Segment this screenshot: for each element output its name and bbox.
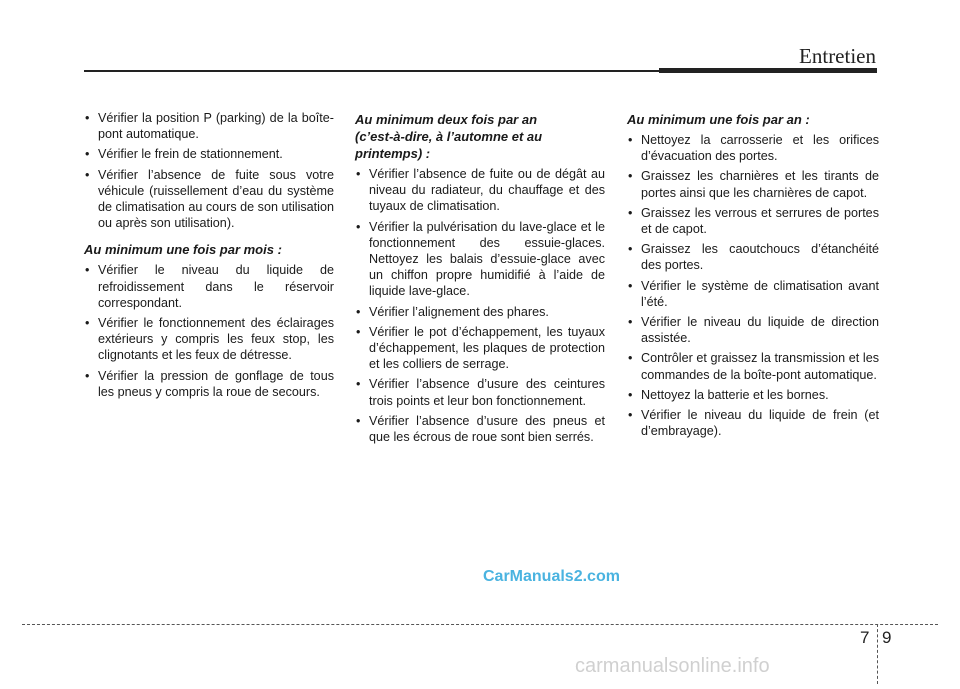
bullet-icon: • — [628, 242, 633, 257]
page-number-page: 9 — [882, 628, 892, 647]
list-item: • Vérifier le frein de stationnement. — [85, 147, 283, 162]
list-item: • Vérifier la pression de gonflage de tous les pneus y compris la roue de secours. — [85, 368, 334, 399]
bullet-icon: • — [85, 368, 90, 383]
page-number-chapter: 7 — [860, 628, 870, 647]
bullet-icon: • — [85, 111, 90, 125]
list-item: • Vérifier le pot d’échappement, les tuyaux d’échappement, les plaques de protection et les colliers de serrage. — [356, 324, 605, 372]
checklist-biannual — [355, 166, 605, 445]
list-item: • Vérifier le système de climatisation avant l’été. — [628, 278, 879, 309]
list-item: • Nettoyez la batterie et les bornes. — [628, 387, 829, 402]
bullet-icon: • — [628, 169, 633, 184]
bullet-icon: • — [356, 304, 361, 319]
checklist-annual — [627, 132, 879, 439]
watermark-logo: CarManuals2.com — [483, 568, 620, 585]
section-heading-monthly: Au minimum une fois par mois : — [84, 242, 282, 258]
bullet-icon: • — [628, 278, 633, 293]
bullet-icon: • — [356, 167, 361, 181]
bullet-icon: • — [356, 324, 361, 339]
column-2 — [355, 111, 605, 449]
section-heading-annual: Au minimum une fois par an : — [627, 112, 810, 127]
bullet-icon: • — [85, 316, 90, 331]
section-heading-biannual: Au minimum deux fois par an (c’est-à-dire, à l’automne et au printemps) : — [355, 112, 543, 161]
bullet-icon: • — [628, 133, 633, 147]
list-item: • Nettoyez la carrosserie et les orifices d’évacuation des portes. — [628, 133, 879, 164]
checklist-daily — [84, 110, 334, 231]
checklist-monthly — [84, 262, 334, 400]
list-item: • Vérifier l’absence de fuite ou de dégât au niveau du radiateur, du chauffage et des tuyaux de climatisation. — [356, 167, 605, 214]
bullet-icon: • — [628, 408, 633, 423]
column-1 — [84, 110, 334, 404]
list-item: • Graissez les charnières et les tirants de portes ainsi que les charnières de capot. — [628, 169, 879, 200]
list-item: • Vérifier le niveau du liquide de direction assistée. — [628, 315, 879, 346]
header-rule — [84, 70, 659, 72]
bullet-icon: • — [356, 219, 361, 234]
column-3 — [627, 111, 879, 443]
list-item: • Vérifier le niveau du liquide de refroidissement dans le réservoir correspondant. — [85, 263, 334, 310]
list-item: • Vérifier la position P (parking) de la boîte-pont automatique. — [85, 111, 334, 142]
list-item: • Vérifier l’absence d’usure des pneus et que les écrous de roue sont bien serrés. — [356, 413, 605, 445]
list-item: • Contrôler et graissez la transmission et les commandes de la boîte-pont automatique. — [628, 351, 879, 382]
list-item: • Vérifier le fonctionnement des éclairages extérieurs y compris les feux stop, les clignotants et les feux de détresse. — [85, 316, 334, 363]
list-item: • Graissez les verrous et serrures de portes et de capot. — [628, 205, 879, 237]
bullet-icon: • — [628, 315, 633, 330]
list-item: • Vérifier la pulvérisation du lave-glace et le fonctionnement des essuie-glaces. Nettoyez les balais d’essuie-glace avec un chiffon propre humidifié à l’aide de liquide lave-glace. — [356, 219, 605, 299]
bullet-icon: • — [85, 263, 90, 278]
bullet-icon: • — [356, 377, 361, 392]
footer-divider — [877, 624, 878, 684]
bullet-icon: • — [628, 387, 633, 402]
footer-dashed-rule — [22, 624, 938, 625]
bullet-icon: • — [356, 413, 361, 428]
bullet-icon: • — [85, 147, 90, 162]
list-item: • Vérifier l’absence de fuite sous votre véhicule (ruissellement d’eau du système de climatisation au cours de son utilisation ou après son utilisation). — [85, 167, 334, 231]
list-item: • Graissez les caoutchoucs d’étanchéité des portes. — [628, 242, 879, 273]
page-section-title: Entretien — [799, 44, 876, 68]
header-rule-accent — [659, 68, 877, 73]
list-item: • Vérifier le niveau du liquide de frein (et d’embrayage). — [628, 408, 879, 439]
list-item: • Vérifier l’alignement des phares. — [356, 304, 549, 319]
list-item: • Vérifier l’absence d’usure des ceintures trois points et leur bon fonctionnement. — [356, 377, 605, 408]
bullet-icon: • — [628, 205, 633, 220]
bullet-icon: • — [85, 167, 90, 182]
bullet-icon: • — [628, 351, 633, 366]
footer-site-watermark: carmanualsonline.info — [575, 655, 770, 677]
